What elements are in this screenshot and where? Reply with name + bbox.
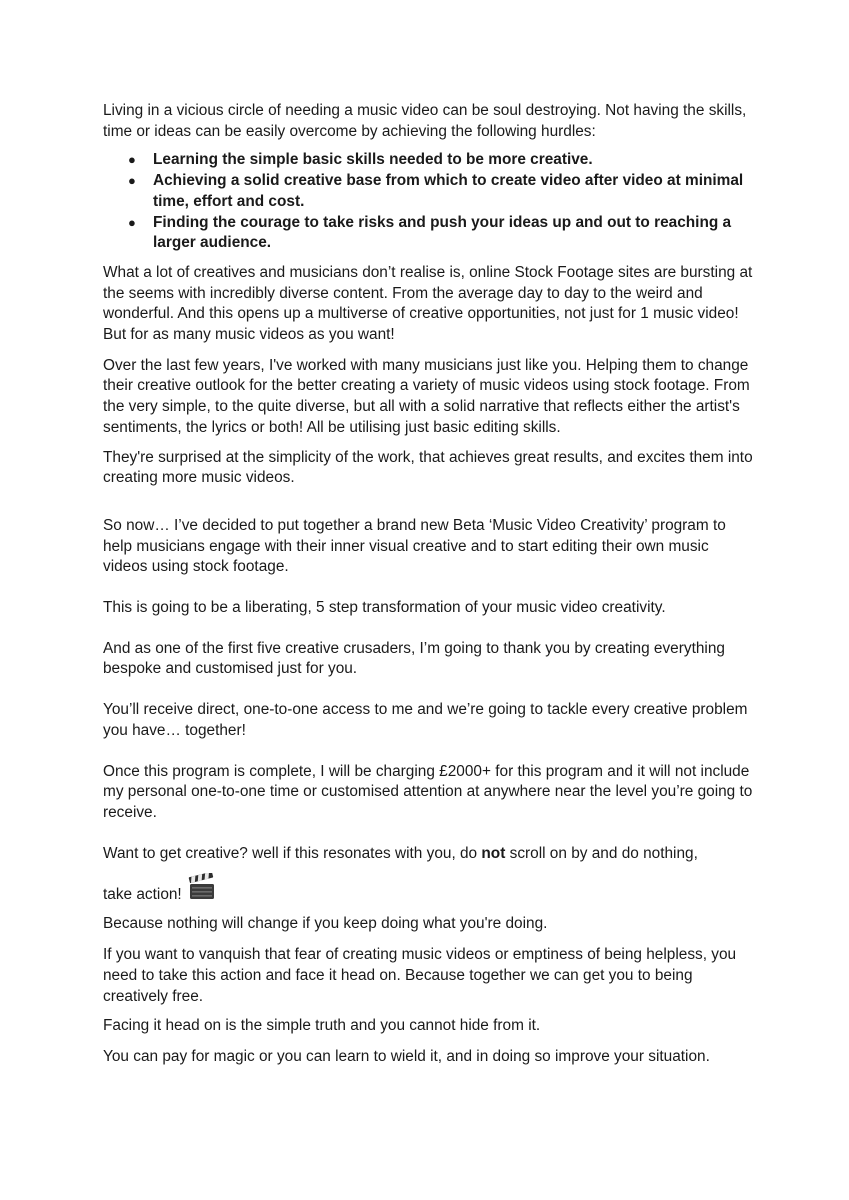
bullet-icon: ● <box>128 173 136 189</box>
list-item <box>103 171 753 212</box>
stock-footage-paragraph: What a lot of creatives and musicians don’t realise is, online Stock Footage sites are bursting at the seems with incredibly diverse content. From the average day to day to the weird and wonderful. And this opens up a multiverse of creative opportunities, not just for 1 music video! But for as many music videos as you want! <box>103 263 753 344</box>
clapper-board-icon <box>188 873 216 901</box>
hurdles-list <box>103 150 753 254</box>
transformation-paragraph: This is going to be a liberating, 5 step transformation of your music video creativity. <box>103 599 666 617</box>
intro-paragraph: Living in a vicious circle of needing a music video can be soul destroying. Not having the skills, time or ideas can be easily overcome by achieving the following hurdles: <box>103 102 747 140</box>
list-item <box>103 150 753 171</box>
list-item-text: Finding the courage to take risks and push your ideas up and out to reaching a larger audience. <box>153 213 732 252</box>
pricing-paragraph: Once this program is complete, I will be charging £2000+ for this program and it will not include my personal one-to-one time or customised attention at anywhere near the level you’re going to receive. <box>103 762 753 821</box>
access-paragraph: You’ll receive direct, one-to-one access to me and we’re going to tackle every creative problem you have… together! <box>103 701 748 739</box>
call-to-action-paragraph <box>103 844 753 865</box>
nothing-changes-paragraph: Because nothing will change if you keep doing what you're doing. <box>103 915 548 933</box>
cta-text-after: scroll on by and do nothing, <box>505 844 698 862</box>
list-item <box>103 213 753 254</box>
take-action-text: take action! <box>103 885 182 903</box>
bullet-icon: ● <box>128 152 136 168</box>
cta-text-before: Want to get creative? well if this resonates with you, do <box>103 844 482 862</box>
list-item-text: Learning the simple basic skills needed to be more creative. <box>153 151 593 169</box>
magic-paragraph: You can pay for magic or you can learn to wield it, and in doing so improve your situation. <box>103 1047 710 1065</box>
crusaders-paragraph: And as one of the first five creative crusaders, I’m going to thank you by creating everything bespoke and customised just for you. <box>103 639 725 678</box>
list-item-text: Achieving a solid creative base from which to create video after video at minimal time, effort and cost. <box>153 172 744 210</box>
results-paragraph: They're surprised at the simplicity of the work, that achieves great results, and excites them into creating more music videos. <box>103 448 753 487</box>
program-announcement-paragraph: So now… I’ve decided to put together a brand new Beta ‘Music Video Creativity’ program to help musicians engage with their inner visual creative and to start editing their own music videos using stock footage. <box>103 516 726 576</box>
cta-emphasis: not <box>481 844 506 862</box>
bullet-icon: ● <box>128 214 136 230</box>
vanquish-fear-paragraph: If you want to vanquish that fear of creating music videos or emptiness of being helpless, you need to take this action and face it head on. Because together we can get you to being creatively free. <box>103 946 737 1005</box>
take-action-line <box>103 871 753 905</box>
document-page <box>103 101 753 1068</box>
simple-truth-paragraph: Facing it head on is the simple truth and you cannot hide from it. <box>103 1017 541 1035</box>
experience-paragraph: Over the last few years, I've worked with many musicians just like you. Helping them to change their creative outlook for the better creating a variety of music videos using stock footage. From the very simple, to the quite diverse, but all with a solid narrative that reflects either the artist's sentiments, the lyrics or both! All be utilising just basic editing skills. <box>103 356 750 436</box>
